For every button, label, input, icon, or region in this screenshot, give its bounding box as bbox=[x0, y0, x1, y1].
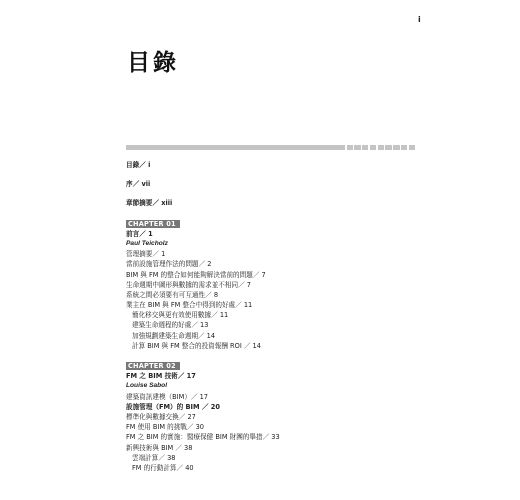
chapter-list bbox=[126, 219, 426, 474]
toc-entry[interactable]: 新興技術與 BIM ／ 38 bbox=[126, 443, 193, 452]
divider-dash bbox=[401, 145, 407, 150]
toc-entry[interactable]: 管理摘要／ 1 bbox=[126, 250, 166, 259]
toc-entry[interactable]: 當前設施管理作法的問題／ 2 bbox=[126, 260, 212, 269]
toc-subentry[interactable]: 建築生命週程的好處／ 13 bbox=[132, 321, 209, 330]
table-of-contents bbox=[126, 160, 426, 473]
chapter-badge: CHAPTER 01 bbox=[126, 220, 180, 228]
divider-solid bbox=[126, 145, 345, 150]
chapter-author: Louise Sabol bbox=[126, 382, 168, 390]
toc-front-entry[interactable]: 章節摘要／ xiii bbox=[126, 199, 173, 208]
chapter-title[interactable]: FM 之 BIM 技術／ 17 bbox=[126, 372, 196, 381]
divider-dash bbox=[385, 145, 391, 150]
divider-rule bbox=[126, 145, 418, 150]
divider-dash bbox=[370, 145, 376, 150]
divider-dash bbox=[362, 145, 368, 150]
divider-dash bbox=[393, 145, 399, 150]
toc-subentry[interactable]: 計算 BIM 與 FM 整合的投資報酬 ROI ／ 14 bbox=[132, 341, 261, 350]
toc-entry[interactable]: 標準化與數據交換／ 27 bbox=[126, 412, 196, 421]
divider-dash bbox=[347, 145, 353, 150]
chapter-title[interactable]: 前言／ 1 bbox=[126, 229, 153, 238]
divider-dash bbox=[409, 145, 415, 150]
toc-subentry[interactable]: 簡化移交與更有效使用數據／ 11 bbox=[132, 311, 229, 320]
divider-dash bbox=[378, 145, 384, 150]
page-title: 目錄 bbox=[127, 50, 179, 76]
toc-entry[interactable]: BIM 與 FM 的整合如何能夠解決當前的問題／ 7 bbox=[126, 270, 266, 279]
chapter-section bbox=[126, 361, 426, 473]
toc-subentry[interactable]: 雲端計算／ 38 bbox=[132, 453, 176, 462]
divider-dash bbox=[354, 145, 360, 150]
toc-front-entry[interactable]: 目錄／ i bbox=[126, 161, 151, 169]
chapter-author: Paul Teicholz bbox=[126, 239, 168, 247]
toc-entry[interactable]: 生命週期中圖形與數據的需求並不相同／ 7 bbox=[126, 280, 251, 289]
toc-subentry[interactable]: 加強規劃建築生命週期／ 14 bbox=[132, 331, 216, 340]
toc-subentry[interactable]: FM 的行動計算／ 40 bbox=[132, 463, 194, 472]
toc-entry[interactable]: FM 使用 BIM 的挑戰／ 30 bbox=[126, 423, 204, 432]
toc-entry[interactable]: 業主在 BIM 與 FM 整合中得到的好處／ 11 bbox=[126, 301, 253, 310]
toc-entry[interactable]: 設施管理（FM）的 BIM ／ 20 bbox=[126, 402, 220, 411]
toc-front-entry[interactable]: 序／ vii bbox=[126, 180, 151, 189]
divider-dashes bbox=[345, 145, 418, 150]
toc-entry[interactable]: 系統之間必須要有可互通性／ 8 bbox=[126, 290, 219, 299]
chapter-badge: CHAPTER 02 bbox=[126, 362, 180, 370]
toc-entry[interactable]: 建築資訊建模（BIM）／ 17 bbox=[126, 392, 208, 401]
chapter-section bbox=[126, 219, 426, 351]
page-number: i bbox=[418, 15, 421, 24]
toc-entry[interactable]: FM 之 BIM 的實施：醫療保健 BIM 財團的舉措／ 33 bbox=[126, 433, 280, 442]
